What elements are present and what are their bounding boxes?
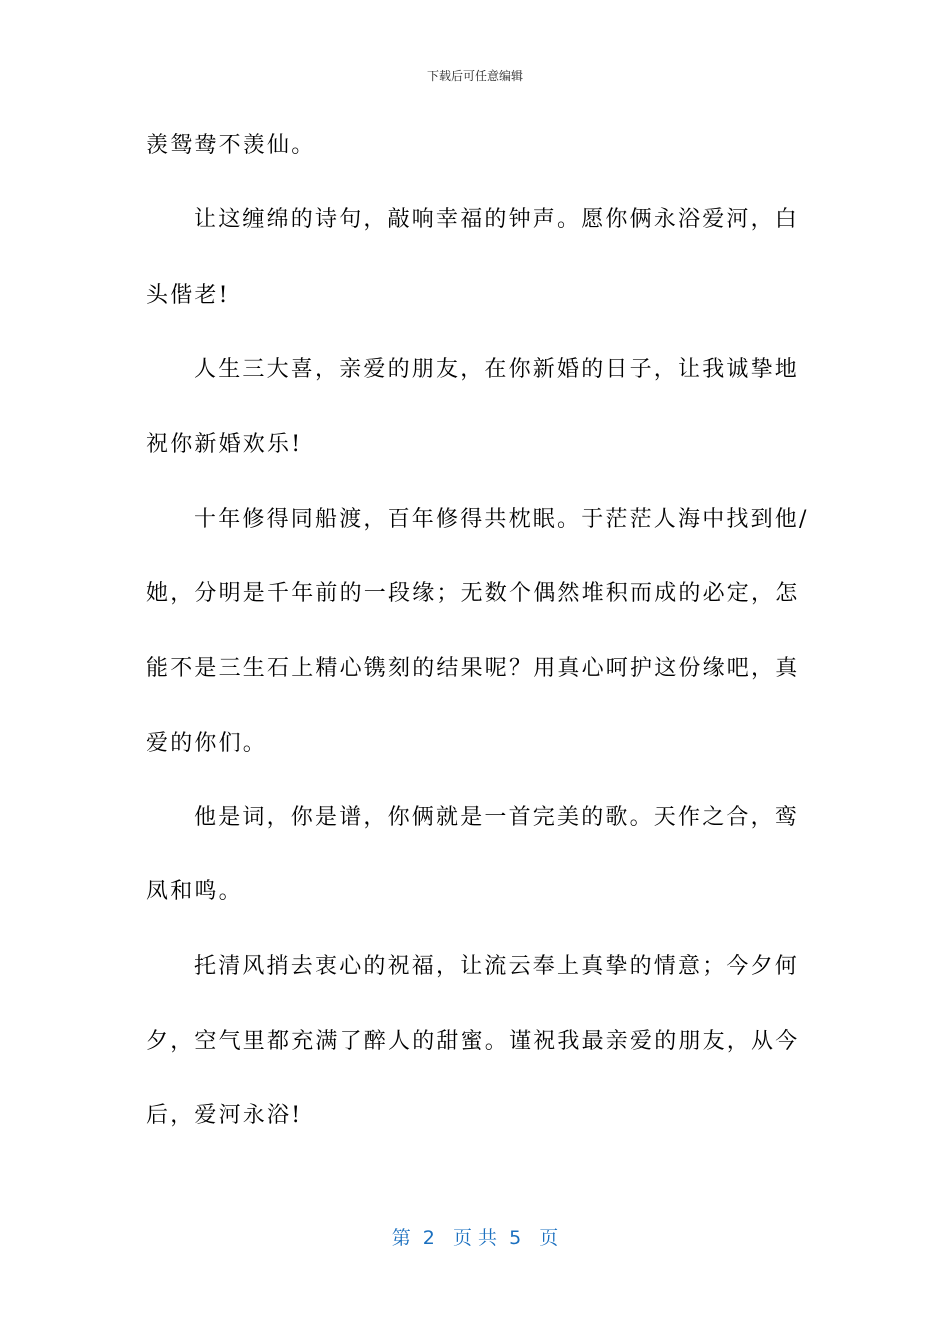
paragraph-line: 能不是三生石上精心镌刻的结果呢？用真心呵护这份缘吧，真 (146, 656, 800, 681)
paragraph-line: 十年修得同船渡，百年修得共枕眠。于茫茫人海中找到他/ (194, 507, 809, 532)
paragraph-line: 他是词，你是谱，你俩就是一首完美的歌。天作之合，鸾 (194, 805, 800, 830)
paragraph-line: 人生三大喜，亲爱的朋友，在你新婚的日子，让我诚挚地 (194, 357, 800, 382)
paragraph-line: 托清风捎去衷心的祝福，让流云奉上真挚的情意；今夕何 (194, 954, 800, 979)
paragraph-line: 后，爱河永浴! (146, 1103, 303, 1128)
paragraph-line: 让这缠绵的诗句，敲响幸福的钟声。愿你俩永浴爱河，白 (194, 207, 800, 232)
paragraph-line: 她，分明是千年前的一段缘；无数个偶然堆积而成的必定，怎 (146, 581, 800, 606)
paragraph-line: 凤和鸣。 (146, 879, 243, 904)
page-header-note: 下载后可任意编辑 (426, 69, 523, 83)
paragraph-line: 爱的你们。 (146, 731, 268, 756)
paragraph-line: 羡鸳鸯不羡仙。 (146, 133, 316, 158)
page-footer-page-number: 第 2 页 共 5 页 (391, 1227, 559, 1249)
paragraph-line: 祝你新婚欢乐! (146, 432, 303, 457)
paragraph-line: 头偕老! (146, 283, 230, 308)
paragraph-line: 夕，空气里都充满了醉人的甜蜜。谨祝我最亲爱的朋友，从今 (146, 1029, 800, 1054)
